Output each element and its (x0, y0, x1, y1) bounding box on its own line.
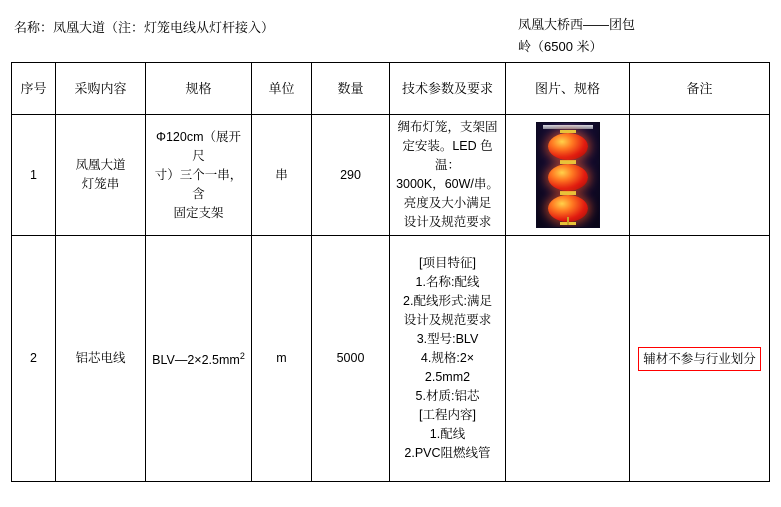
project-section-line1: 凤凰大桥西——团包 (518, 17, 636, 32)
table-header-row (12, 63, 770, 115)
cell-spec (146, 236, 252, 482)
lantern-icon (548, 164, 588, 191)
cell-tech-line: 1.配线 (429, 427, 466, 441)
cell-tech-line: [项目特征] (419, 256, 476, 270)
cell-tech (390, 236, 506, 482)
cell-spec-text: BLV—2×2.5mm (152, 353, 240, 368)
column-header-index: 序号 (12, 63, 56, 115)
column-header-spec: 规格 (146, 63, 252, 115)
cell-quantity: 290 (312, 115, 390, 236)
cell-content-line: 凤凰大道 (75, 158, 126, 172)
lantern-tassel (567, 217, 569, 225)
column-header-unit: 单位 (252, 63, 312, 115)
column-header-remark: 备注 (630, 63, 770, 115)
cell-tech-line: 2.5mm2 (424, 370, 471, 384)
cell-content (56, 115, 146, 236)
cell-content (56, 236, 146, 482)
cell-spec-line: 寸）三个一串，含 (154, 167, 243, 201)
cell-tech-line: 设计及规范要求 (403, 313, 492, 327)
cell-tech-line: 4.规格:2× (420, 351, 475, 365)
cell-spec-superscript: 2 (239, 350, 245, 361)
cell-image (506, 236, 630, 482)
project-section-label (518, 14, 718, 58)
project-section-line2: 岭（6500 米） (518, 39, 603, 54)
cell-tech-line: 设计及规范要求 (403, 215, 492, 229)
cell-tech-line: 亮度及大小满足 (403, 196, 492, 210)
table-row (12, 115, 770, 236)
cell-spec-line: Φ120cm（展开尺 (156, 129, 241, 163)
cell-spec-line: 固定支架 (173, 205, 224, 220)
cell-content-line: 铝芯电线 (75, 351, 126, 365)
cell-tech-line: [工程内容] (419, 408, 476, 422)
column-header-image: 图片、规格 (506, 63, 630, 115)
cell-unit: m (252, 236, 312, 482)
cell-tech-line: 2.配线形式:满足 (403, 294, 492, 308)
cell-remark (630, 236, 770, 482)
remark-highlight-box: 辅材不参与行业划分 (638, 347, 761, 371)
column-header-tech: 技术参数及要求 (390, 63, 506, 115)
column-header-content: 采购内容 (56, 63, 146, 115)
project-name-label: 名称：凤凰大道（注：灯笼电线从灯杆接入） (14, 20, 275, 35)
cell-tech (390, 115, 506, 236)
cell-index: 2 (12, 236, 56, 482)
cell-content-line: 灯笼串 (81, 177, 120, 191)
red-lantern-string-image (536, 122, 600, 228)
cell-tech-line: 5.材质:铝芯 (415, 389, 480, 403)
cell-tech-line: 2.PVC阻燃线管 (404, 446, 491, 460)
cell-remark (630, 115, 770, 236)
cell-tech-line: 3000K，60W/串。 (396, 177, 499, 191)
cell-spec (146, 115, 252, 236)
cell-tech-line: 3.型号:BLV (416, 332, 479, 346)
procurement-table (11, 62, 770, 482)
table-row (12, 236, 770, 482)
lantern-bracket (543, 125, 593, 129)
column-header-quantity: 数量 (312, 63, 390, 115)
cell-quantity: 5000 (312, 236, 390, 482)
document-header (0, 14, 781, 58)
cell-unit: 串 (252, 115, 312, 236)
cell-tech-line: 定安装。LED 色温： (402, 139, 493, 172)
cell-image (506, 115, 630, 236)
cell-tech-line: 1.名称:配线 (415, 275, 480, 289)
cell-index: 1 (12, 115, 56, 236)
cell-tech-line: 绸布灯笼，支架固 (397, 120, 498, 134)
lantern-icon (548, 133, 588, 160)
